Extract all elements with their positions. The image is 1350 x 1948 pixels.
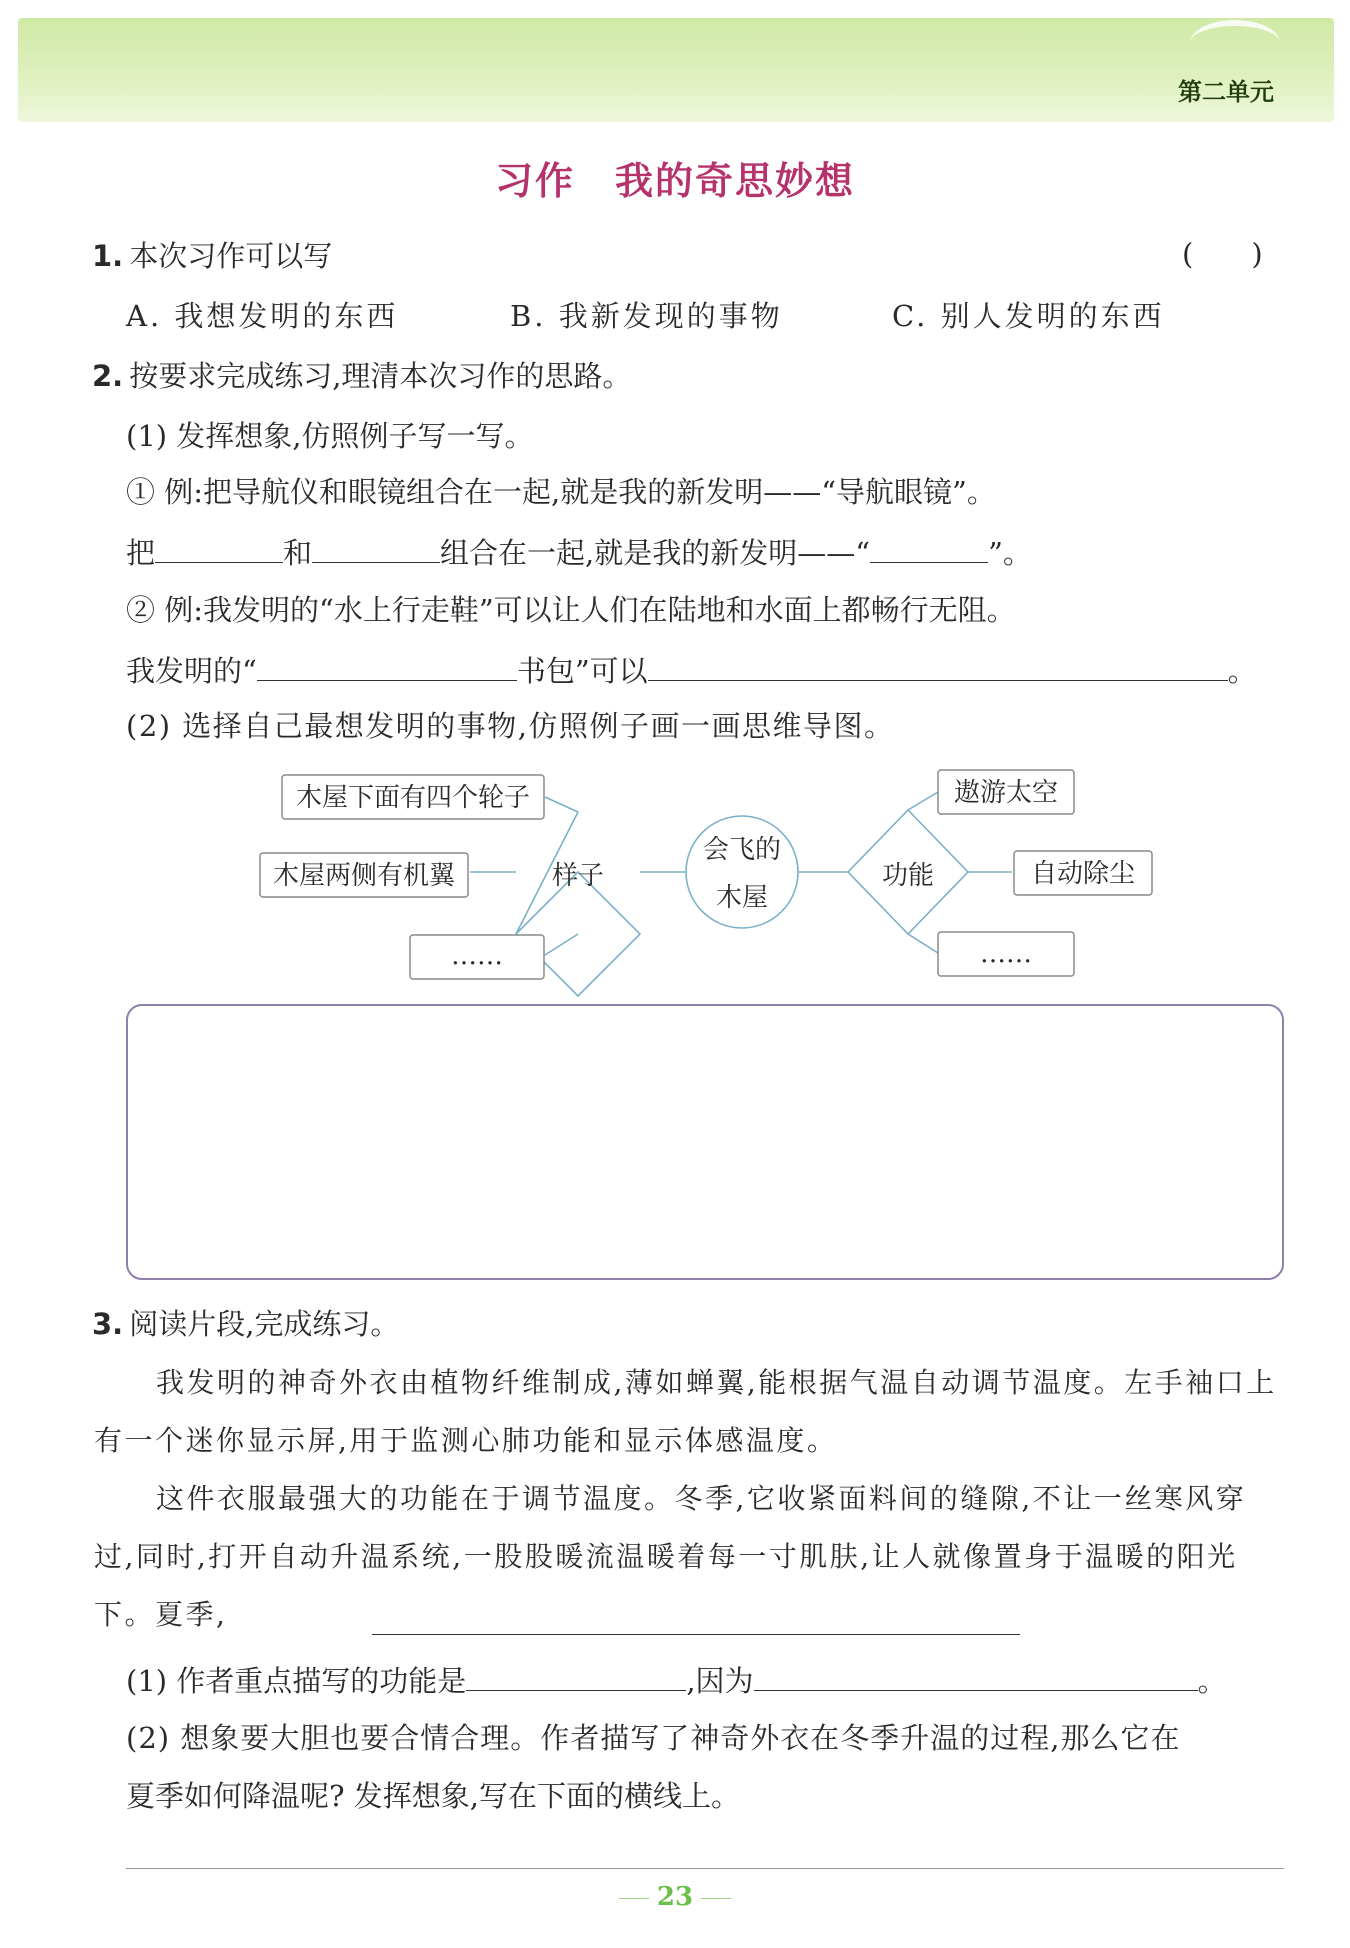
q2-example-2: ② 例:我发明的“水上行走鞋”可以让人们在陆地和水面上都畅行无阻。 [126, 593, 1016, 627]
question-stem: 按要求完成练习,理清本次习作的思路。 [129, 359, 632, 393]
left-item-2: 木屋两侧有机翼 [272, 861, 456, 891]
passage-blank[interactable] [372, 1604, 1020, 1635]
option-c[interactable]: C. 别人发明的东西 [892, 299, 1165, 333]
q2-example-1: ① 例:把导航仪和眼镜组合在一起,就是我的新发明——“导航眼镜”。 [126, 475, 996, 509]
left-hub-label: 样子 [551, 861, 605, 891]
right-item-2: 自动除尘 [1030, 859, 1136, 889]
right-item-3: …… [980, 939, 1032, 969]
dash-decoration [701, 1898, 731, 1899]
right-hub-label: 功能 [881, 861, 935, 891]
center-label-line1: 会飞的 [702, 835, 782, 865]
question-number: 3. [92, 1307, 124, 1341]
left-item-3: …… [451, 941, 503, 971]
page-title: 习作 我的奇思妙想 [494, 159, 855, 203]
answer-line[interactable] [126, 1868, 1284, 1869]
left-item-1: 木屋下面有四个轮子 [295, 783, 531, 813]
question-3 [92, 1304, 399, 1344]
passage-paragraph-2: 这件衣服最强大的功能在于调节温度。冬季,它收紧面料间的缝隙,不让一丝寒风穿过,同时,打开自动升温系统,一股股暖流温暖着每一寸肌肤,让人就像置身于温暖的阳光下。夏季, [94, 1482, 1247, 1631]
right-item-1: 遨游太空 [953, 778, 1059, 808]
page-number: 23 [0, 1882, 1350, 1912]
mind-map-drawing-area[interactable] [126, 1004, 1284, 1280]
question-stem: 阅读片段,完成练习。 [129, 1307, 400, 1341]
option-a[interactable]: A. 我想发明的东西 [126, 299, 399, 333]
question-number: 1. [92, 239, 124, 273]
q3-sub1: (1) 作者重点描写的功能是 ,因为 。 [126, 1660, 1227, 1701]
q2-fill-1: 把 和 组合在一起,就是我的新发明——“ ”。 [126, 532, 1032, 573]
unit-label: 第二单元 [1178, 78, 1274, 106]
q2-sub2: (2) 选择自己最想发明的事物,仿照例子画一画思维导图。 [126, 709, 895, 743]
option-b[interactable]: B. 我新发现的事物 [510, 299, 783, 333]
q3-sub2-line2: 夏季如何降温呢? 发挥想象,写在下面的横线上。 [126, 1779, 740, 1813]
blank-7[interactable] [754, 1660, 1198, 1691]
q3-sub2-line1: (2) 想象要大胆也要合情合理。作者描写了神奇外衣在冬季升温的过程,那么它在 [126, 1721, 1181, 1755]
passage-paragraph-1: 我发明的神奇外衣由植物纤维制成,薄如蝉翼,能根据气温自动调节温度。左手袖口上有一个迷你显示屏,用于监测心肺功能和显示体感温度。 [94, 1366, 1277, 1457]
blank-6[interactable] [466, 1660, 686, 1691]
center-label-line2: 木屋 [715, 883, 769, 913]
q2-fill-2: 我发明的“ 书包”可以 。 [126, 650, 1257, 691]
question-number: 2. [92, 359, 124, 393]
question-stem: 本次习作可以写 [129, 239, 333, 273]
dash-decoration [619, 1898, 649, 1899]
q2-sub1: (1) 发挥想象,仿照例子写一写。 [126, 419, 534, 453]
answer-parentheses[interactable]: ( ) [1182, 237, 1263, 271]
